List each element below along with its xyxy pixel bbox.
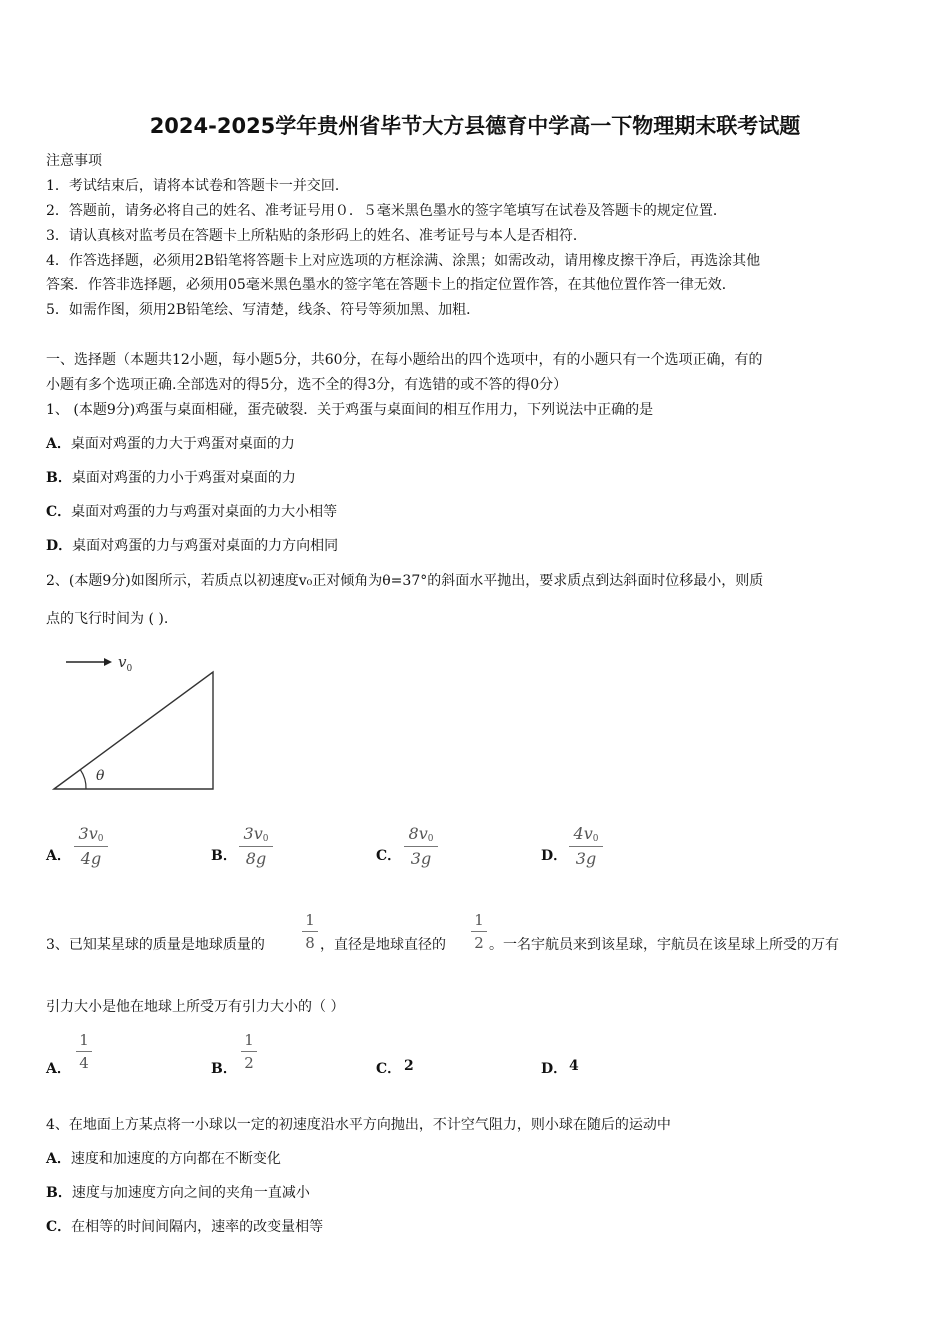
option-text: 桌面对鸡蛋的力与鸡蛋对桌面的力方向相同 bbox=[72, 538, 339, 554]
option-letter: B． bbox=[46, 470, 72, 486]
option-letter: C． bbox=[46, 1219, 72, 1235]
notice-item: 答案．作答非选择题，必须用05毫米黑色墨水的签字笔在答题卡上的指定位置作答，在其他位置作答一律无效． bbox=[46, 277, 736, 293]
fraction: $4v_0$ 3g bbox=[569, 823, 603, 870]
fraction: 1 2 bbox=[241, 1030, 257, 1073]
option-letter: B． bbox=[46, 1185, 72, 1201]
q2-stem-line1: 2、(本题9分)如图所示，若质点以初速度v₀正对倾角为θ=37°的斜面水平抛出，要求质点到达斜面时位移最小，则质 bbox=[46, 573, 764, 589]
notice-item: 2．答题前，请务必将自己的姓名、准考证号用０．５毫米黑色墨水的签字笔填写在试卷及答题卡的规定位置． bbox=[46, 203, 727, 219]
option-text: 桌面对鸡蛋的力大于鸡蛋对桌面的力 bbox=[70, 436, 295, 452]
fraction: 1 2 bbox=[471, 910, 487, 953]
fraction: $3v_0$ 8g bbox=[239, 823, 273, 870]
q3-options: A． 1 4 B． 1 2 C． 2 D． 4 bbox=[46, 1031, 579, 1077]
q2-options: A． $3v_0$ 4g B． $3v_0$ 8g C． $8v_0$ 3g D． $4v_0$ 3g bbox=[46, 823, 906, 883]
q4-option-c bbox=[46, 1218, 323, 1236]
option-text: 速度与加速度方向之间的夹角一直减小 bbox=[71, 1185, 310, 1201]
q4-option-b bbox=[46, 1184, 310, 1202]
notice-item: 4．作答选择题，必须用2B铅笔将答题卡上对应选项的方框涂满、涂黑；如需改动，请用橡皮擦干净后，再选涂其他 bbox=[46, 253, 761, 269]
q1-stem: 1、 (本题9分)鸡蛋与桌面相碰，蛋壳破裂．关于鸡蛋与桌面间的相互作用力，下列说法中正确的是 bbox=[46, 402, 654, 418]
q4-option-a bbox=[46, 1150, 281, 1168]
notice-item: 3．请认真核对监考员在答题卡上所粘贴的条形码上的姓名、准考证号与本人是否相符． bbox=[46, 228, 587, 244]
angle-label: θ bbox=[96, 768, 105, 784]
fraction: $8v_0$ 3g bbox=[404, 823, 438, 870]
q1-option-c bbox=[46, 503, 337, 521]
section-heading-line1: 一、选择题（本题共12小题，每小题5分，共60分，在每小题给出的四个选项中，有的小题只有一个选项正确，有的 bbox=[46, 352, 763, 368]
velocity-label: $v_0$ bbox=[118, 653, 133, 674]
option-letter: A． bbox=[46, 436, 71, 452]
q3-stem-line2: 引力大小是他在地球上所受万有引力大小的（ ） bbox=[46, 999, 345, 1015]
velocity-arrowhead bbox=[104, 658, 112, 666]
incline-triangle bbox=[54, 672, 213, 789]
q1-option-a bbox=[46, 435, 295, 453]
notice-heading: 注意事项 bbox=[46, 153, 102, 169]
option-text: 桌面对鸡蛋的力小于鸡蛋对桌面的力 bbox=[71, 470, 296, 486]
option-letter: A． bbox=[46, 1151, 71, 1167]
notice-item: 1．考试结束后，请将本试卷和答题卡一并交回． bbox=[46, 178, 349, 194]
q1-option-b bbox=[46, 469, 296, 487]
fraction: 1 8 bbox=[302, 910, 318, 953]
page-title: 2024-2025学年贵州省毕节大方县德育中学高一下物理期末联考试题 bbox=[149, 114, 801, 138]
fraction: $3v_0$ 4g bbox=[74, 823, 108, 870]
q2-stem-line2: 点的飞行时间为 ( ). bbox=[46, 611, 169, 627]
q3-stem-line1: 3、已知某星球的质量是地球质量的 1 8 ，直径是地球直径的 1 2 。一名宇航员来到该星球，宇航员在该星球上所受的万有 bbox=[46, 911, 839, 953]
section-heading-line2: 小题有多个选项正确.全部选对的得5分，选不全的得3分，有选错的或不答的得0分） bbox=[46, 377, 568, 393]
q4-stem: 4、在地面上方某点将一小球以一定的初速度沿水平方向抛出，不计空气阻力，则小球在随后的运动中 bbox=[46, 1117, 671, 1133]
option-letter: C． bbox=[46, 504, 72, 520]
option-text: 在相等的时间间隔内，速率的改变量相等 bbox=[71, 1219, 324, 1235]
option-text: 速度和加速度的方向都在不断变化 bbox=[70, 1151, 281, 1167]
incline-figure bbox=[46, 648, 226, 798]
option-letter: D． bbox=[46, 538, 73, 554]
fraction: 1 4 bbox=[76, 1030, 92, 1073]
notice-item: 5．如需作图，须用2B铅笔绘、写清楚，线条、符号等须加黑、加粗． bbox=[46, 302, 481, 318]
option-text: 桌面对鸡蛋的力与鸡蛋对桌面的力大小相等 bbox=[71, 504, 338, 520]
angle-arc bbox=[81, 770, 87, 789]
q1-option-d bbox=[46, 537, 338, 555]
